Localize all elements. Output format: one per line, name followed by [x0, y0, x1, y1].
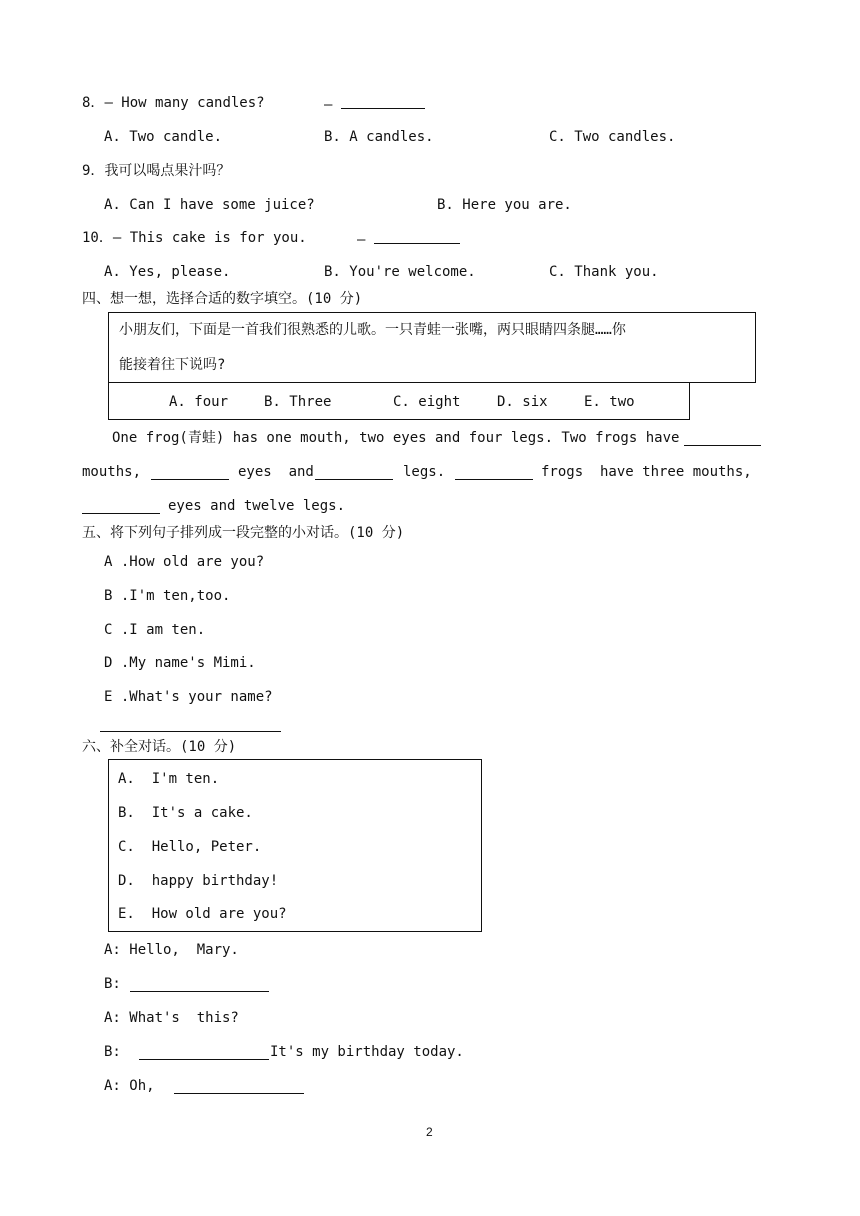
q10-option-c: C. Thank you. [549, 264, 659, 280]
dialogue-line-2: B: [104, 976, 121, 992]
section4-text-frogs: frogs have three mouths, [541, 464, 752, 480]
dialogue-line-4-speaker: B: [104, 1044, 121, 1060]
q10-line [82, 229, 307, 247]
q8-question: How many candles? [121, 95, 265, 111]
q9-line [82, 162, 230, 180]
q8-line [82, 94, 265, 112]
q8-option-c: C. Two candles. [549, 129, 676, 145]
q10-answer-blank[interactable] [374, 229, 460, 244]
section4-heading: 四、想一想，选择合适的数字填空。(10 分) [82, 291, 363, 307]
dialogue-line-3: A: What's this? [104, 1010, 239, 1026]
blank-eyes-2[interactable] [82, 513, 160, 514]
section4-paragraph-line3: eyes and twelve legs. [168, 498, 346, 514]
blank-mouths[interactable] [684, 445, 761, 446]
section5-item-c: C .I am ten. [104, 622, 206, 638]
section5-item-b: B .I'm ten,too. [104, 588, 231, 604]
section4-text-eyes: eyes and [238, 464, 314, 480]
q9-option-b: B. Here you are. [437, 197, 572, 213]
section5-heading: 五、将下列句子排列成一段完整的小对话。(10 分) [82, 525, 405, 541]
section5-item-d: D .My name's Mimi. [104, 655, 256, 671]
section6-option-b: B. It's a cake. [118, 805, 253, 821]
blank-frogs[interactable] [455, 479, 533, 480]
section6-option-e: E. How old are you? [118, 906, 287, 922]
section4-text-mouths: mouths, [82, 464, 142, 480]
q8-answer-dash: — [324, 97, 333, 113]
section4-intro-line2: 能接着往下说吗? [119, 357, 226, 373]
section4-option-b: B. Three [264, 394, 332, 410]
dialogue-line-4-text: It's my birthday today. [270, 1044, 464, 1060]
q9-question: 我可以喝点果汁吗？ [104, 163, 231, 179]
section6-option-d: D. happy birthday! [118, 873, 279, 889]
section6-option-a: A. I'm ten. [118, 771, 220, 787]
q8-number: 8． [82, 95, 105, 111]
section6-options-box [108, 759, 482, 932]
dialogue-blank-1[interactable] [130, 991, 269, 992]
blank-legs[interactable] [315, 479, 393, 480]
q10-question: This cake is for you. [129, 230, 307, 246]
q10-dash: — [112, 230, 130, 246]
q8-option-a: A. Two candle. [104, 129, 223, 145]
section6-heading: 六、补全对话。(10 分) [82, 739, 237, 755]
section4-paragraph-line1: One frog(青蛙) has one mouth, two eyes and four legs. Two frogs have [112, 430, 680, 446]
section5-answer-blank[interactable] [100, 731, 281, 732]
section6-option-c: C. Hello, Peter. [118, 839, 262, 855]
q10-option-b: B. You're welcome. [324, 264, 476, 280]
q8-dash: — [104, 95, 122, 111]
q8-option-b: B. A candles. [324, 129, 434, 145]
dialogue-line-5: A: Oh, [104, 1078, 155, 1094]
section4-option-d: D. six [497, 394, 548, 410]
q9-option-a: A. Can I have some juice? [104, 197, 315, 213]
section4-intro-box [108, 312, 756, 383]
section4-option-e: E. two [584, 394, 635, 410]
q10-option-a: A. Yes, please. [104, 264, 231, 280]
q10-number: 10． [82, 230, 113, 246]
section4-intro-line1: 小朋友们，下面是一首我们很熟悉的儿歌。一只青蛙一张嘴，两只眼睛四条腿……你 [119, 322, 626, 338]
page-number: 2 [426, 1125, 433, 1139]
q8-answer-line [324, 94, 425, 114]
section4-option-a: A. four [169, 394, 229, 410]
q10-answer-dash: — [357, 232, 366, 248]
q8-answer-blank[interactable] [341, 94, 425, 109]
dialogue-blank-2[interactable] [139, 1059, 269, 1060]
section4-option-c: C. eight [393, 394, 461, 410]
dialogue-line-1: A: Hello, Mary. [104, 942, 239, 958]
section5-item-e: E .What's your name? [104, 689, 273, 705]
q10-answer-line [357, 229, 460, 249]
dialogue-blank-3[interactable] [174, 1093, 304, 1094]
section5-item-a: A .How old are you? [104, 554, 265, 570]
q9-number: 9． [82, 163, 105, 179]
blank-eyes[interactable] [151, 479, 229, 480]
section4-options-box [108, 382, 690, 420]
section4-text-legs: legs. [403, 464, 446, 480]
